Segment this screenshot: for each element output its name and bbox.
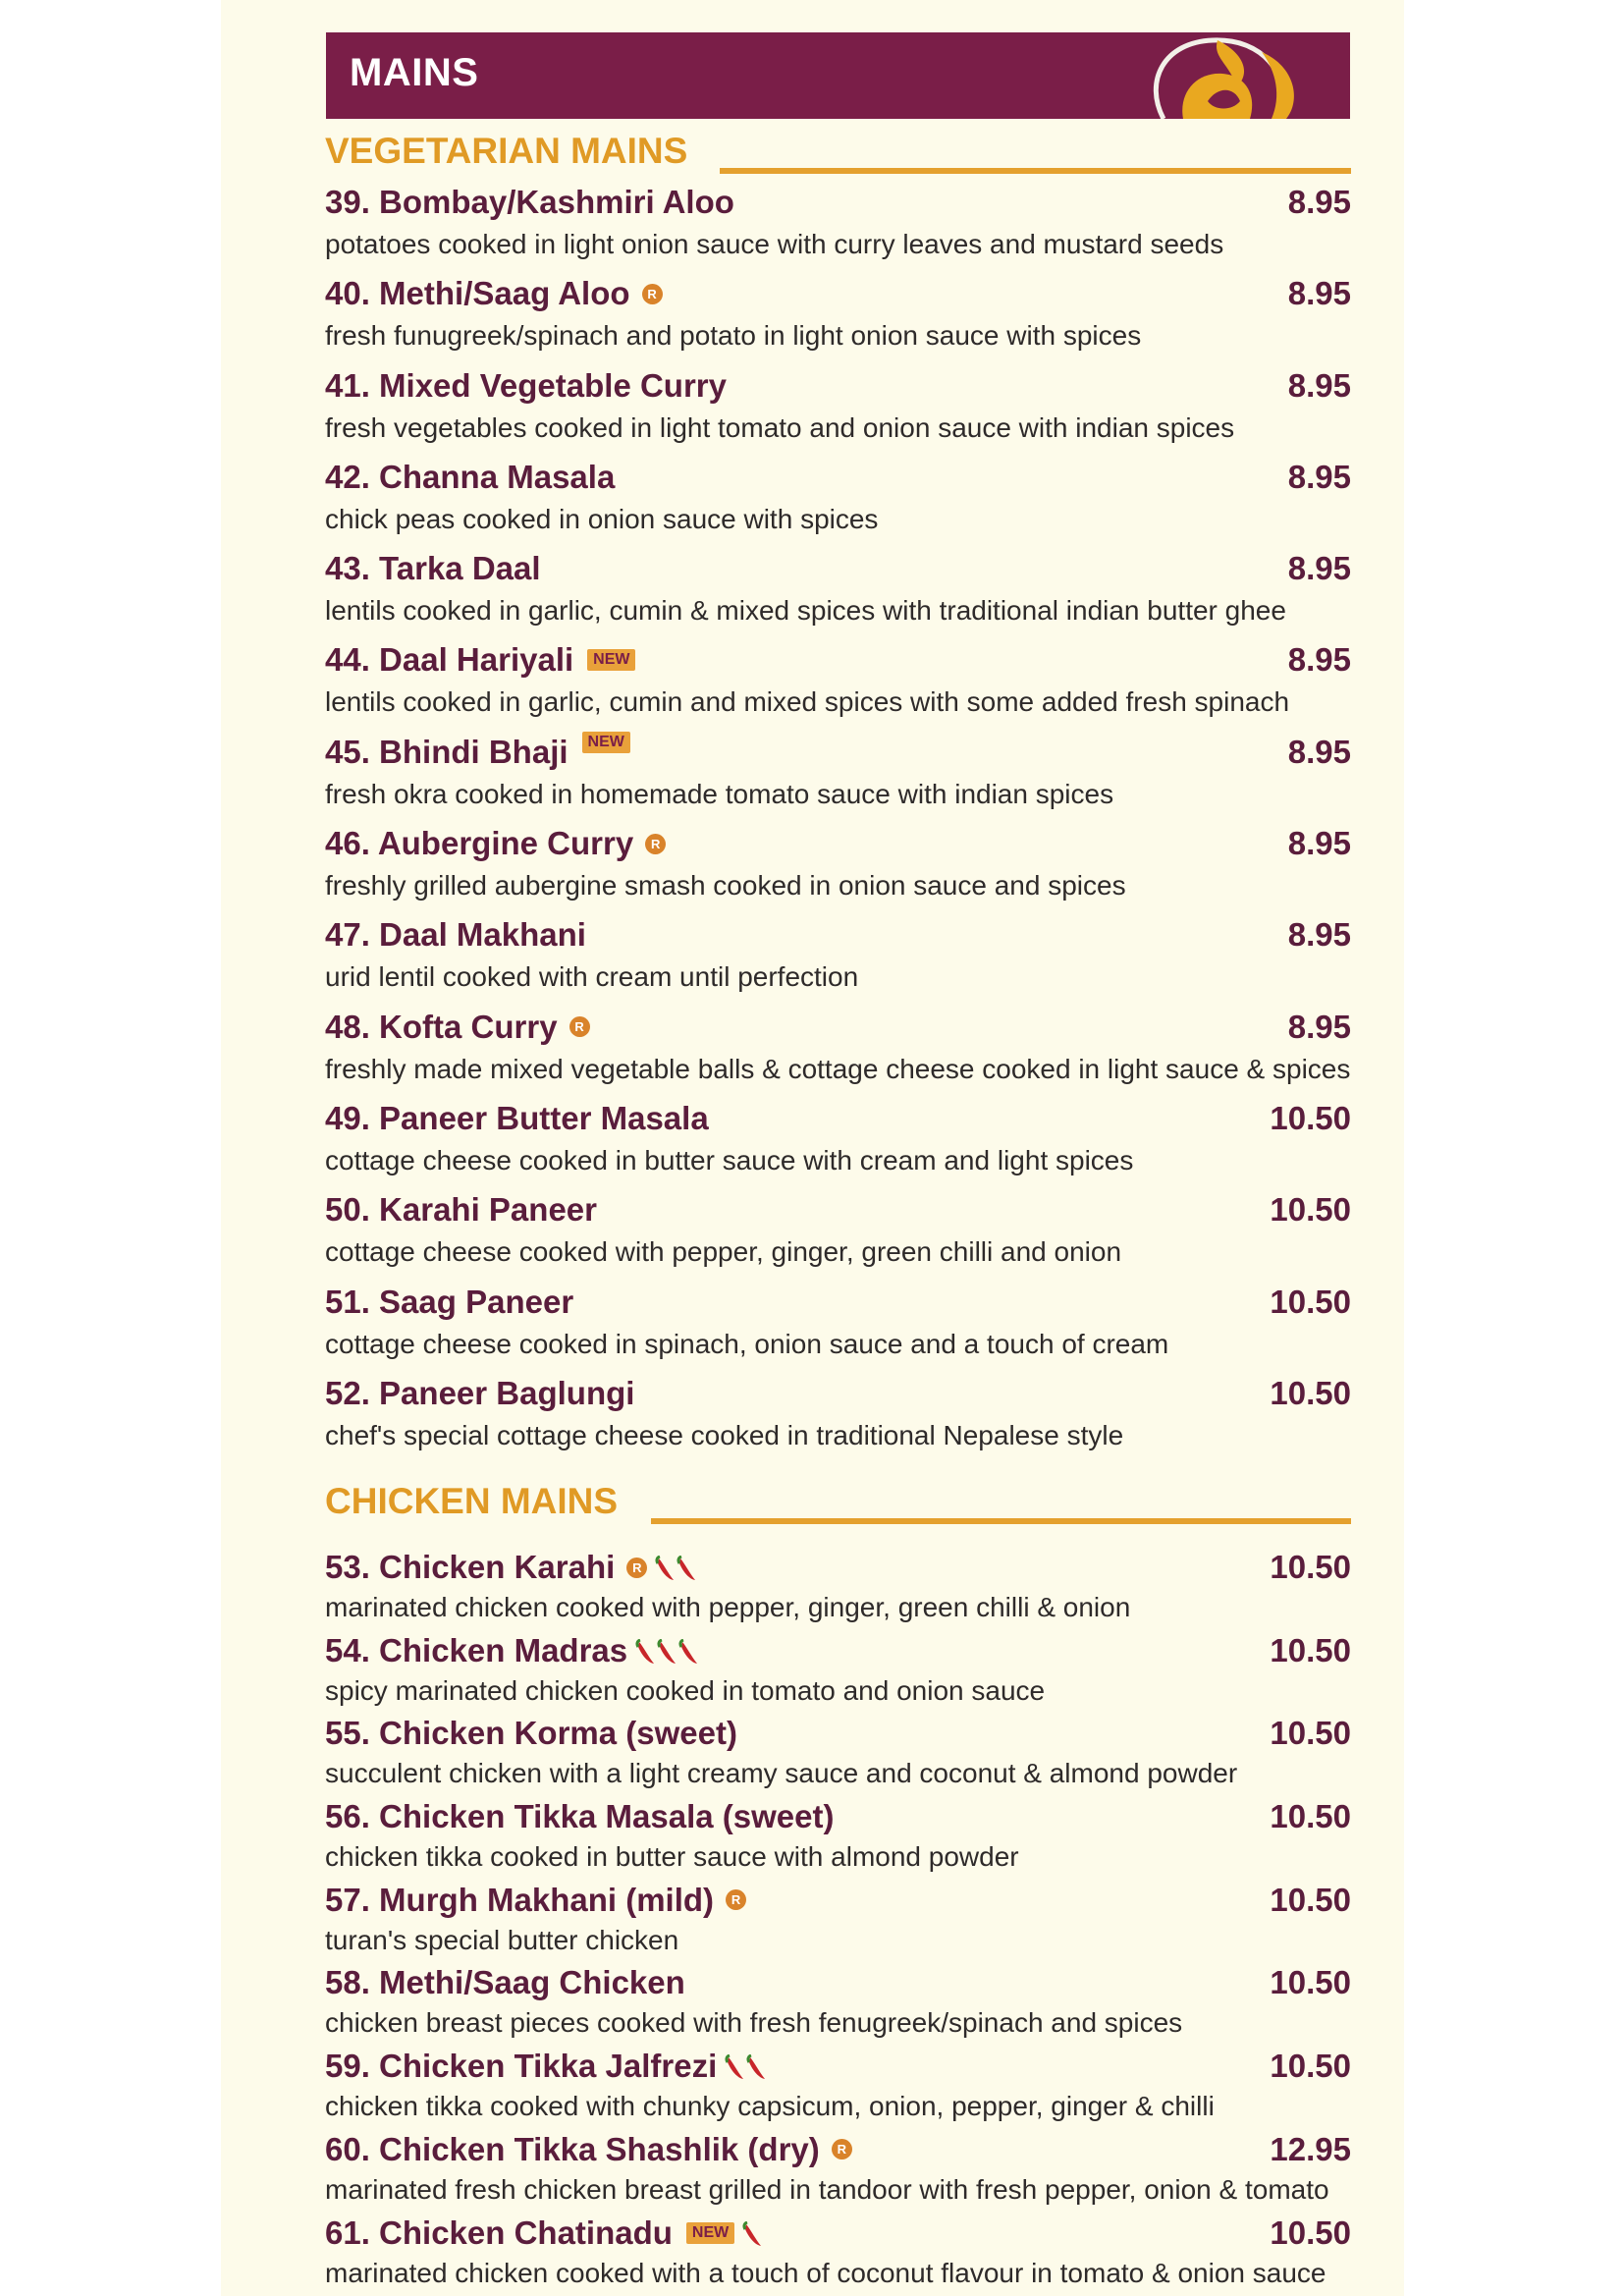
- menu-item: [325, 1282, 1351, 1373]
- menu-item-header: [325, 732, 1351, 773]
- menu-item-header: [325, 2047, 1351, 2086]
- menu-item-header: [325, 639, 1351, 681]
- vegetarian-section: [325, 131, 1351, 1464]
- menu-item-description: chef's special cottage cheese cooked in traditional Nepalese style: [325, 1419, 1124, 1450]
- menu-item-name: 39. Bombay/Kashmiri Aloo: [325, 184, 734, 220]
- menu-item-name: 40. Methi/Saag Aloo: [325, 275, 630, 312]
- mains-header-bar: [326, 32, 1350, 119]
- menu-item-price: 10.50: [1270, 1798, 1351, 1835]
- menu-item: [325, 548, 1351, 639]
- menu-item: [325, 182, 1351, 273]
- section-divider: [720, 168, 1351, 174]
- recommended-badge-icon: R: [626, 1558, 647, 1578]
- new-badge: NEW: [582, 732, 630, 753]
- recommended-badge-icon: R: [832, 2139, 852, 2159]
- chicken-section: [325, 1481, 1351, 2296]
- recommended-badge-icon: R: [569, 1016, 590, 1037]
- menu-item: [325, 365, 1351, 457]
- new-badge: NEW: [686, 2222, 734, 2244]
- menu-item: [325, 2130, 1351, 2214]
- menu-item-description: chick peas cooked in onion sauce with spices: [325, 503, 879, 534]
- new-badge: NEW: [587, 649, 635, 671]
- menu-item-description: fresh okra cooked in homemade tomato sauce with indian spices: [325, 778, 1114, 809]
- menu-item-header: [325, 1797, 1351, 1836]
- menu-item-description: chicken tikka cooked in butter sauce with almond powder: [325, 1841, 1019, 1873]
- menu-item-name: 46. Aubergine Curry: [325, 825, 634, 862]
- menu-item: [325, 1189, 1351, 1281]
- menu-item-price: 10.50: [1270, 1374, 1351, 1411]
- menu-item: [325, 1963, 1351, 2047]
- menu-item-header: [325, 1714, 1351, 1753]
- menu-item-header: [325, 1963, 1351, 2002]
- menu-item-description: urid lentil cooked with cream until perfection: [325, 961, 859, 993]
- menu-item-name: 48. Kofta Curry: [325, 1008, 558, 1045]
- menu-item-header: [325, 2214, 1351, 2253]
- menu-item-name: 56. Chicken Tikka Masala (sweet): [325, 1798, 835, 1835]
- menu-item-name: 41. Mixed Vegetable Curry: [325, 366, 728, 404]
- vegetarian-list: [325, 176, 1351, 1464]
- menu-item-name: 60. Chicken Tikka Shashlik (dry): [325, 2130, 820, 2167]
- menu-item-description: succulent chicken with a light creamy sauce and coconut & almond powder: [325, 1758, 1238, 1789]
- menu-item-name: 61. Chicken Chatinadu: [325, 2214, 673, 2251]
- menu-item-header: [325, 182, 1351, 223]
- menu-item-name: 58. Methi/Saag Chicken: [325, 1964, 685, 2001]
- menu-item-header: [325, 1373, 1351, 1414]
- menu-item-name: 42. Channa Masala: [325, 458, 616, 495]
- menu-item-header: [325, 914, 1351, 956]
- menu-item-name: 54. Chicken Madras: [325, 1631, 628, 1668]
- menu-item: [325, 914, 1351, 1006]
- menu-item-header: [325, 1098, 1351, 1139]
- recommended-badge-icon: R: [642, 284, 663, 304]
- menu-item-name: 44. Daal Hariyali: [325, 641, 574, 679]
- chicken-section-heading: [325, 1481, 1351, 1526]
- menu-item-price: 8.95: [1287, 733, 1351, 770]
- menu-item-header: [325, 1548, 1351, 1587]
- menu-item-price: 8.95: [1287, 1008, 1351, 1045]
- menu-item-description: lentils cooked in garlic, cumin & mixed spices with traditional indian butter ghee: [325, 595, 1286, 627]
- menu-item-name: 43. Tarka Daal: [325, 550, 541, 587]
- section-divider: [651, 1518, 1351, 1524]
- menu-item-price: 8.95: [1287, 366, 1351, 404]
- spicy-chilli-icon: [742, 2218, 764, 2248]
- menu-item-price: 10.50: [1270, 2048, 1351, 2085]
- vegetarian-title: VEGETARIAN MAINS: [325, 131, 688, 171]
- chicken-list: [325, 1526, 1351, 2296]
- menu-item-description: lentils cooked in garlic, cumin and mixed spices with some added fresh spinach: [325, 686, 1290, 718]
- menu-item: [325, 1098, 1351, 1189]
- menu-item-header: [325, 457, 1351, 498]
- menu-item-price: 10.50: [1270, 1191, 1351, 1229]
- menu-item-price: 8.95: [1287, 550, 1351, 587]
- menu-item: [325, 1797, 1351, 1881]
- menu-item-price: 8.95: [1287, 916, 1351, 954]
- chicken-title: CHICKEN MAINS: [325, 1481, 619, 1521]
- menu-item-description: marinated chicken cooked with pepper, ginger, green chilli & onion: [325, 1592, 1131, 1622]
- menu-item-header: [325, 548, 1351, 589]
- menu-item: [325, 1714, 1351, 1797]
- menu-item-description: chicken breast pieces cooked with fresh fenugreek/spinach and spices: [325, 2007, 1183, 2039]
- recommended-badge-icon: R: [726, 1889, 746, 1910]
- menu-item-header: [325, 1007, 1351, 1048]
- menu-item-description: marinated chicken cooked with a touch of coconut flavour in tomato & onion sauce: [325, 2257, 1326, 2288]
- menu-item-price: 10.50: [1270, 1881, 1351, 1918]
- menu-item: [325, 2214, 1351, 2296]
- menu-item-name: 57. Murgh Makhani (mild): [325, 1881, 715, 1918]
- menu-item-price: 10.50: [1270, 1964, 1351, 2001]
- menu-item-price: 10.50: [1270, 1631, 1351, 1668]
- menu-item: [325, 823, 1351, 914]
- spicy-chilli-icon: [655, 1553, 698, 1582]
- menu-item-header: [325, 1881, 1351, 1920]
- menu-item-price: 10.50: [1270, 1283, 1351, 1320]
- menu-item-header: [325, 1631, 1351, 1670]
- menu-item-description: cottage cheese cooked with pepper, ginger, green chilli and onion: [325, 1236, 1122, 1268]
- menu-item-description: freshly made mixed vegetable balls & cottage cheese cooked in light sauce & spices: [325, 1053, 1351, 1084]
- menu-item-name: 45. Bhindi Bhaji: [325, 733, 568, 770]
- menu-item-name: 53. Chicken Karahi: [325, 1549, 616, 1585]
- menu-item-description: fresh funugreek/spinach and potato in light onion sauce with spices: [325, 320, 1142, 352]
- menu-item-header: [325, 365, 1351, 407]
- menu-item-name: 51. Saag Paneer: [325, 1283, 574, 1320]
- menu-item-name: 50. Karahi Paneer: [325, 1191, 597, 1229]
- menu-item: [325, 639, 1351, 731]
- menu-item-price: 10.50: [1270, 1549, 1351, 1585]
- menu-item: [325, 1881, 1351, 1964]
- menu-item: [325, 1548, 1351, 1631]
- menu-item-price: 12.95: [1270, 2130, 1351, 2167]
- page-title: MAINS: [350, 51, 479, 94]
- menu-item-name: 47. Daal Makhani: [325, 916, 586, 954]
- menu-item: [325, 1373, 1351, 1464]
- menu-item-name: 59. Chicken Tikka Jalfrezi: [325, 2048, 718, 2085]
- menu-item-header: [325, 273, 1351, 314]
- menu-item-header: [325, 823, 1351, 864]
- swirl-logo-icon: [1124, 32, 1311, 119]
- menu-item-price: 8.95: [1287, 458, 1351, 495]
- menu-item-header: [325, 2130, 1351, 2169]
- menu-item-price: 8.95: [1287, 641, 1351, 679]
- menu-item-description: cottage cheese cooked in spinach, onion sauce and a touch of cream: [325, 1328, 1169, 1359]
- menu-item-description: marinated fresh chicken breast grilled in tandoor with fresh pepper, onion & tomato: [325, 2173, 1329, 2205]
- menu-item: [325, 1007, 1351, 1098]
- spicy-chilli-icon: [635, 1636, 700, 1666]
- menu-item: [325, 732, 1351, 823]
- recommended-badge-icon: R: [645, 834, 666, 854]
- menu-item-name: 55. Chicken Korma (sweet): [325, 1715, 737, 1752]
- menu-item-description: chicken tikka cooked with chunky capsicum, onion, pepper, ginger & chilli: [325, 2091, 1215, 2122]
- menu-item: [325, 2047, 1351, 2130]
- menu-item-description: fresh vegetables cooked in light tomato and onion sauce with indian spices: [325, 411, 1235, 443]
- vegetarian-section-heading: [325, 131, 1351, 176]
- menu-item-description: potatoes cooked in light onion sauce with curry leaves and mustard seeds: [325, 229, 1224, 259]
- menu-item-header: [325, 1189, 1351, 1230]
- menu-item-price: 10.50: [1270, 1715, 1351, 1752]
- menu-item: [325, 1631, 1351, 1715]
- menu-item-description: freshly grilled aubergine smash cooked in onion sauce and spices: [325, 870, 1126, 902]
- menu-item: [325, 273, 1351, 364]
- menu-item-price: 10.50: [1270, 2214, 1351, 2251]
- menu-item-name: 52. Paneer Baglungi: [325, 1374, 635, 1411]
- menu-item-name: 49. Paneer Butter Masala: [325, 1099, 709, 1136]
- menu-item-price: 8.95: [1287, 184, 1351, 220]
- menu-item-header: [325, 1282, 1351, 1323]
- menu-item: [325, 457, 1351, 548]
- menu-item-price: 8.95: [1287, 275, 1351, 312]
- menu-item-price: 8.95: [1287, 825, 1351, 862]
- menu-item-price: 10.50: [1270, 1099, 1351, 1136]
- menu-item-description: spicy marinated chicken cooked in tomato and onion sauce: [325, 1674, 1046, 1706]
- menu-item-description: turan's special butter chicken: [325, 1924, 679, 1955]
- spicy-chilli-icon: [725, 2051, 768, 2081]
- menu-item-description: cottage cheese cooked in butter sauce with cream and light spices: [325, 1144, 1134, 1175]
